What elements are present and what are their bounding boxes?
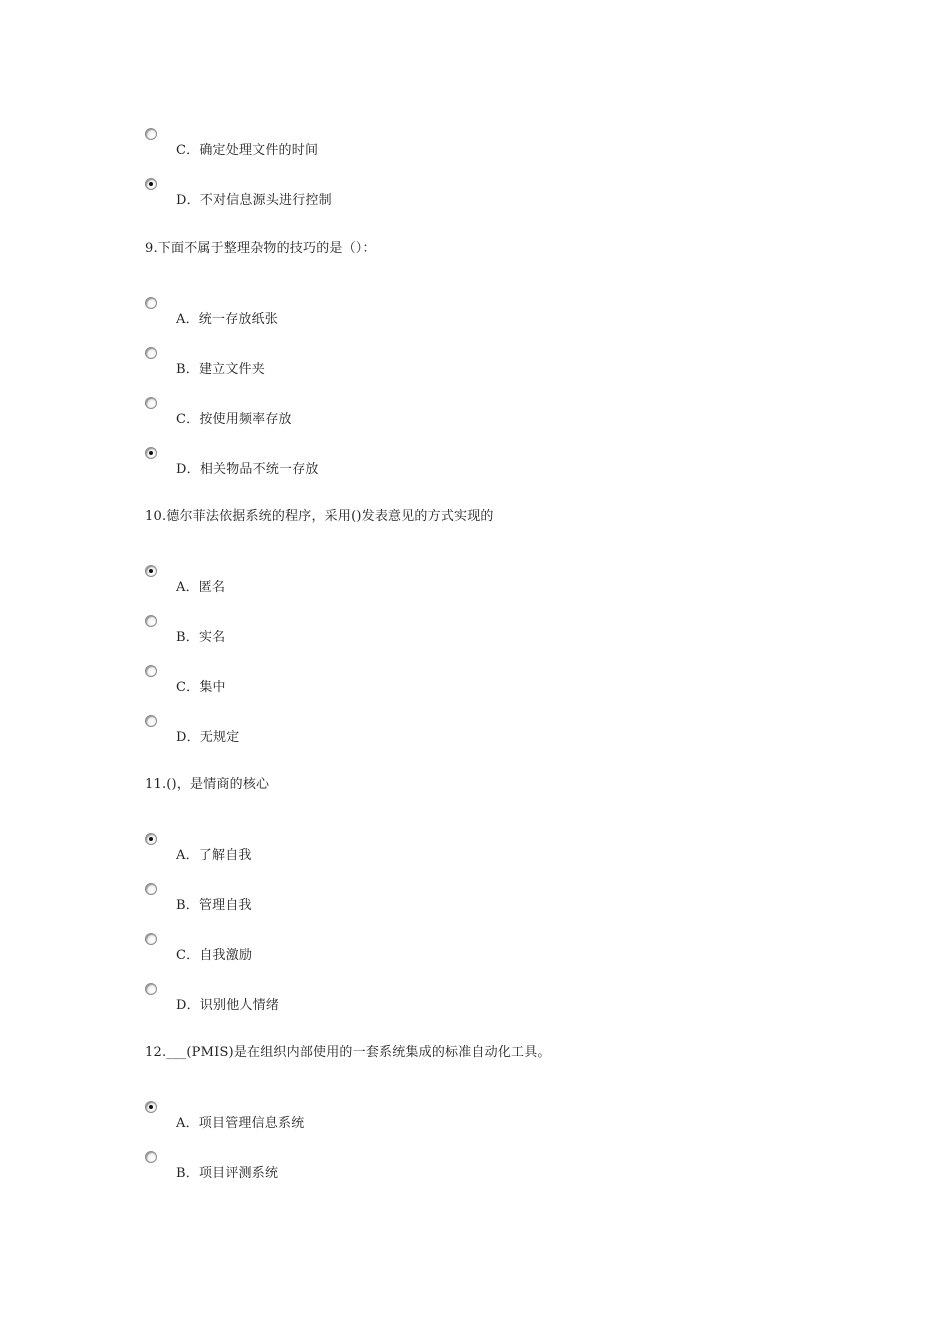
question-12-text: 12.___(PMIS)是在组织内部使用的一套系统集成的标准自动化工具。	[145, 1045, 551, 1060]
option-label-q10-b: B．实名	[176, 630, 226, 645]
option-label-q9-b: B．建立文件夹	[176, 362, 265, 377]
option-label-q9-a: A．统一存放纸张	[176, 312, 278, 327]
radio-q10-d[interactable]	[145, 715, 157, 727]
radio-q11-c[interactable]	[145, 933, 157, 945]
option-label-q10-d: D．无规定	[176, 730, 240, 745]
option-label-q9-d: D．相关物品不统一存放	[176, 462, 319, 477]
radio-q10-b[interactable]	[145, 615, 157, 627]
radio-q9-a[interactable]	[145, 297, 157, 309]
radio-q9-d[interactable]	[145, 447, 157, 459]
question-11-text: 11.()，是情商的核心	[145, 777, 270, 792]
radio-q11-d[interactable]	[145, 983, 157, 995]
option-label-pre-c: C．确定处理文件的时间	[176, 143, 319, 158]
question-9-text: 9.下面不属于整理杂物的技巧的是（）：	[145, 241, 376, 256]
radio-q11-a[interactable]	[145, 833, 157, 845]
option-label-q10-c: C．集中	[176, 680, 226, 695]
radio-q9-c[interactable]	[145, 397, 157, 409]
option-label-q11-c: C．自我激励	[176, 948, 253, 963]
radio-q12-a[interactable]	[145, 1101, 157, 1113]
option-label-q11-a: A．了解自我	[176, 848, 252, 863]
option-label-pre-d: D．不对信息源头进行控制	[176, 193, 332, 208]
option-label-q9-c: C．按使用频率存放	[176, 412, 292, 427]
option-label-q12-a: A．项目管理信息系统	[176, 1116, 305, 1131]
question-10-text: 10.德尔菲法依据系统的程序，采用()发表意见的方式实现的	[145, 509, 494, 524]
radio-option-pre-d[interactable]	[145, 178, 157, 190]
option-label-q11-d: D．识别他人情绪	[176, 998, 280, 1013]
option-label-q12-b: B．项目评测系统	[176, 1166, 279, 1181]
option-label-q11-b: B．管理自我	[176, 898, 252, 913]
option-label-q10-a: A．匿名	[176, 580, 226, 595]
radio-q11-b[interactable]	[145, 883, 157, 895]
radio-q12-b[interactable]	[145, 1151, 157, 1163]
radio-option-pre-c[interactable]	[145, 128, 157, 140]
radio-q10-a[interactable]	[145, 565, 157, 577]
radio-q9-b[interactable]	[145, 347, 157, 359]
radio-q10-c[interactable]	[145, 665, 157, 677]
